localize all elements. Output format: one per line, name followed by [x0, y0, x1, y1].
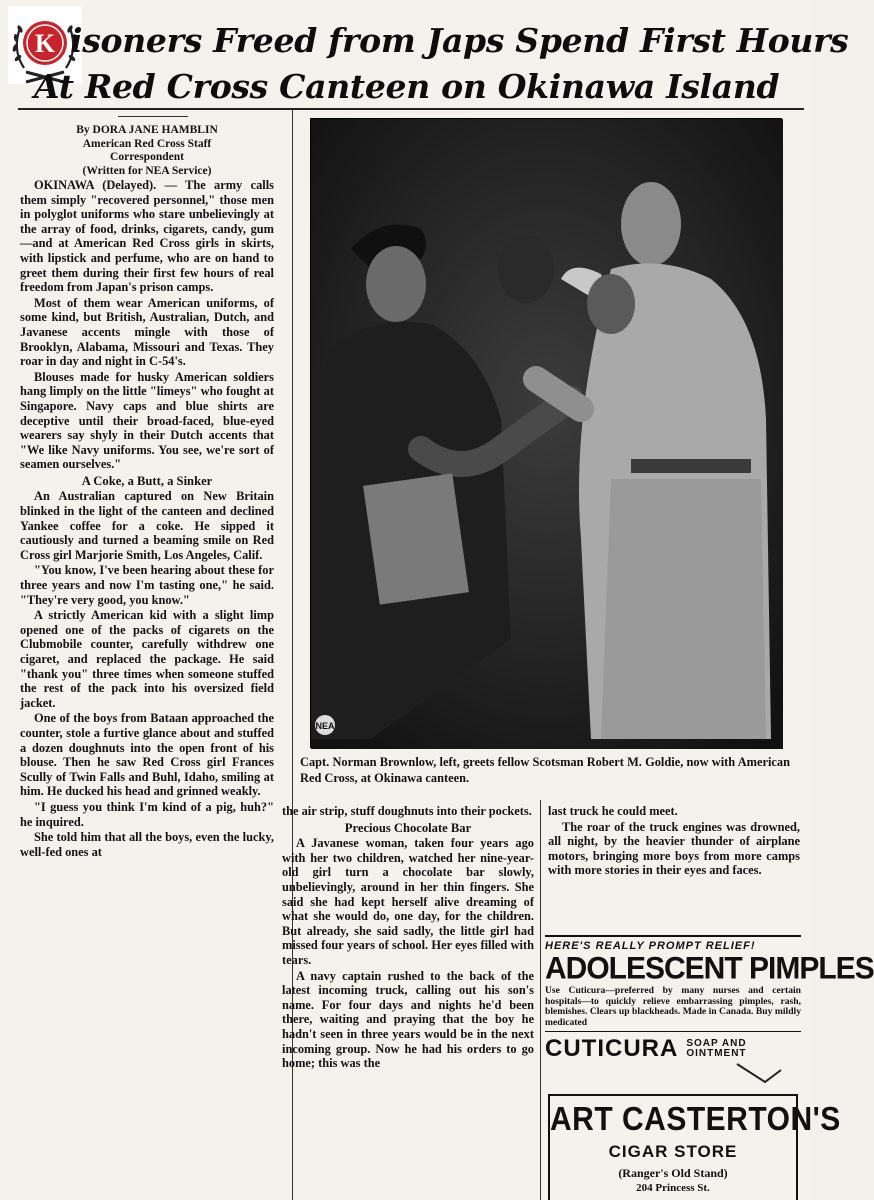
paragraph: the air strip, stuff doughnuts into their pockets. — [282, 804, 532, 818]
paragraph: A strictly American kid with a slight limp opened one of the packs of cigarets on the Clubmobile counter, carefully withdrew one cigaret, and replaced the package. He said "thank you" three times when someone stuffed the rest of the pack into his oversized field jacket. — [20, 608, 274, 710]
paragraph: A Javanese woman, taken four years ago with her two children, watched her nine-year-old girl turn a chocolate bar slowly, unbelievingly, around in her thin fingers. She said she had kept herself alive dreaming of what she would do, one day, for the children. But already, she said sadly, the little girl had missed four years of school. Her eyes filled with tears. — [282, 836, 534, 967]
nea-credit-icon — [315, 715, 335, 735]
headline-rule — [18, 108, 804, 110]
ad-store-note: (Ranger's Old Stand) — [618, 1166, 728, 1180]
ad-store-type: CIGAR STORE — [608, 1142, 738, 1161]
svg-text:NEA: NEA — [315, 721, 335, 731]
paragraph: "I guess you think I'm kind of a pig, huh?" he inquired. — [20, 799, 274, 829]
paragraph: An Australian captured on New Britain blinked in the light of the canteen and declined Yankee coffee for a coke. He sipped it cautiously and turned a beaming smile on Red Cross girl Marjorie Smith, Los Angeles, Calif. — [20, 489, 274, 562]
paragraph: OKINAWA (Delayed). — The army calls them simply "recovered personnel," those men in polyglot uniforms who stare unbelievingly at the array of food, drinks, cigarets, candy, gum —and at American Red Cross girls in skirts, with lipstick and perfume, who are on hand to greet them during their first few hours of real freedom from Japan's prison camps. — [20, 178, 274, 295]
byline-rule — [118, 116, 188, 117]
ad-title: ADOLESCENT PIMPLES — [545, 951, 874, 986]
paragraph: "You know, I've been hearing about these for three years and now I'm tasting one," he said. "They're very good, you know." — [20, 563, 274, 607]
paragraph: The roar of the truck engines was drowned, all night, by the heavier thunder of airplane motors, bringing more boys from more camps with more stories in their eyes and faces. — [548, 819, 800, 878]
article-column-2 — [282, 804, 534, 1072]
byline-service: (Written for NEA Service) — [82, 164, 212, 177]
svg-text:K: K — [34, 29, 56, 58]
byline-author: By DORA JANE HAMBLIN — [76, 124, 218, 136]
subheading: A Coke, a Butt, a Sinker — [81, 473, 213, 488]
scratch-mark-icon — [735, 1060, 785, 1090]
article-column-3 — [548, 804, 800, 879]
paragraph: She told him that all the boys, even the lucky, well-fed ones at — [20, 830, 274, 859]
ad-tagline: HERE'S REALLY PROMPT RELIEF! — [545, 935, 801, 952]
ad-body: Use Cuticura—preferred by many nurses and certain hospitals—to quickly relieve embarrassing pimples, rash, blemishes. Clears up blackheads. Made in Canada. Buy mildly medicated — [545, 985, 801, 1028]
byline-role: American Red Cross Staff — [82, 137, 212, 150]
byline-role: Correspondent — [110, 151, 184, 163]
news-photo — [310, 118, 782, 748]
byline — [20, 124, 274, 178]
cigar-store-ad — [548, 1094, 841, 1200]
headline-line-2: At Red Cross Canteen on Okinawa Island — [34, 67, 780, 106]
ad-products: SOAP AND OINTMENT — [686, 1038, 747, 1060]
headline — [30, 18, 849, 110]
paragraph: Blouses made for husky American soldiers hang limply on the little "limeys" who fought at Singapore. Navy caps and blue shirts are deceptive until their broad-faced, blue-eyed wearers say shyly in their Dutch accents that "We like Navy uniforms. You see, we're sort of seamen ourselves." — [20, 369, 274, 472]
article-column-1 — [20, 124, 274, 860]
paragraph: One of the boys from Bataan approached the counter, stole a furtive glance about and stuffed a dozen doughnuts into the open front of his blouse. Then he saw Red Cross girl Frances Scully of Twin Falls and Buhl, Idaho, smiling at him. He ducked his head and grinned weakly. — [20, 711, 274, 799]
ad-brand-row — [545, 1031, 801, 1063]
ad-store-address: 204 Princess St. — [636, 1182, 710, 1194]
ad-brand: CUTICURA — [545, 1035, 679, 1063]
paragraph: A navy captain rushed to the back of the latest incoming truck, calling out his son's name. For four days and nights he'd been there, waiting and praying that the boy he hadn't seen in three years would be in the next incoming group. Now he had his orders to go home; this was the — [282, 968, 534, 1071]
headline-line-1: isoners Freed from Japs Spend First Hours — [70, 21, 849, 60]
photo-caption: Capt. Norman Brownlow, left, greets fellow Scotsman Robert M. Goldie, now with American Red Cross, at Okinawa canteen. — [300, 755, 790, 785]
ad-store-name: ART CASTERTON'S — [550, 1101, 841, 1138]
column-divider — [540, 800, 541, 1200]
paragraph: Most of them wear American uniforms, of some kind, but British, Australian, Dutch, and Javanese accents mingle with those of Brooklyn, Alabama, Missouri and Texas. They roar in day and night in C-54's. — [20, 295, 274, 369]
paragraph: last truck he could meet. — [548, 804, 678, 818]
subheading: Precious Chocolate Bar — [344, 820, 472, 835]
cuticura-ad — [545, 935, 874, 1067]
